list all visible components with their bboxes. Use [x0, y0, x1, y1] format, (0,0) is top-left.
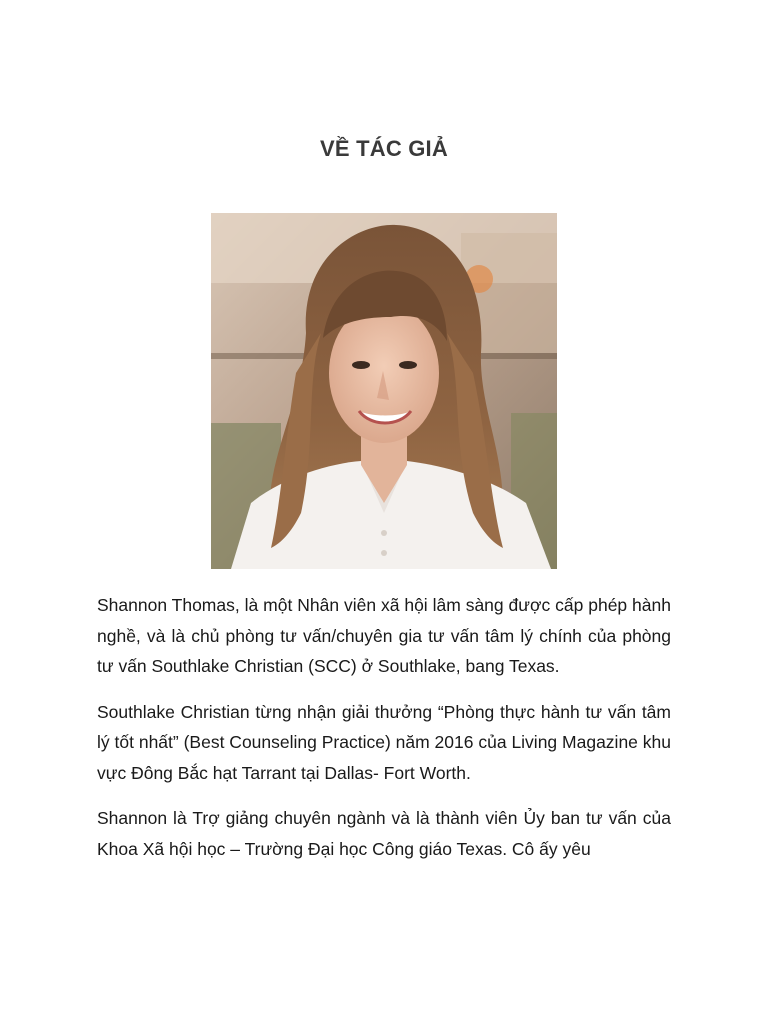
paragraph-1: Shannon Thomas, là một Nhân viên xã hội lâm sàng được cấp phép hành nghề, và là chủ phòng tư vấn/chuyên gia tư vấn tâm lý chính của phòng tư vấn Southlake Christian (SCC) ở Southlake, bang Texas.: [97, 595, 671, 676]
page-title: VỀ TÁC GIẢ: [320, 136, 448, 161]
paragraph-2: Southlake Christian từng nhận giải thưởng “Phòng thực hành tư vấn tâm lý tốt nhất” (Best Counseling Practice) năm 2016 của Living Magazine khu vực Đông Bắc hạt Tarrant tại Dallas- Fort Worth.: [97, 701, 671, 783]
author-photo-illustration: [211, 213, 557, 569]
body-text: [97, 590, 671, 879]
paragraph-3: Shannon là Trợ giảng chuyên ngành và là thành viên Ủy ban tư vấn của Khoa Xã hội học – Trường Đại học Công giáo Texas. Cô ấy yêu: [97, 808, 671, 859]
author-photo: [211, 213, 557, 569]
